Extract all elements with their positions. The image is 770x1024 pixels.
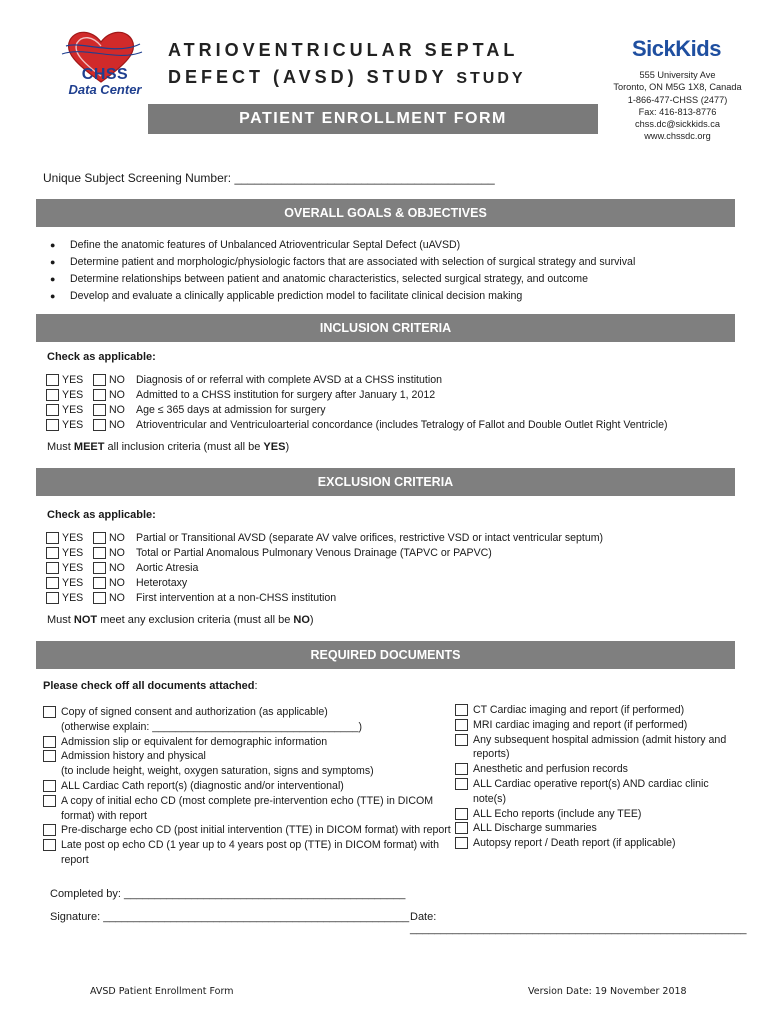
logo-chss-label: CHSS xyxy=(81,66,129,83)
no-label: NO xyxy=(109,591,125,604)
study-title-line2 xyxy=(168,67,598,88)
note-text: ) xyxy=(285,441,290,453)
form-title-bar xyxy=(148,104,598,134)
documents-title: REQUIRED DOCUMENTS xyxy=(310,648,461,662)
document-item xyxy=(455,762,730,777)
document-text xyxy=(473,703,684,718)
document-text xyxy=(473,821,597,836)
document-checkbox[interactable] xyxy=(43,795,56,807)
footer-form-name: AVSD Patient Enrollment Form xyxy=(90,986,234,997)
document-item xyxy=(43,749,453,779)
document-text xyxy=(61,838,439,868)
form-title: PATIENT ENROLLMENT FORM xyxy=(239,110,507,127)
criterion-text: Age ≤ 365 days at admission for surgery xyxy=(136,403,326,416)
exclusion-title: EXCLUSION CRITERIA xyxy=(317,475,454,489)
goal-text: Determine patient and morphologic/physiologic factors that are associated with selection of surgical strategy and survival xyxy=(70,255,636,268)
phone-line: 1-866-477-CHSS (2477) xyxy=(627,94,728,105)
yes-checkbox[interactable] xyxy=(46,592,59,604)
yes-checkbox[interactable] xyxy=(46,389,59,401)
document-checkbox[interactable] xyxy=(43,839,56,851)
document-checkbox[interactable] xyxy=(43,750,56,762)
no-checkbox[interactable] xyxy=(93,374,106,386)
document-item xyxy=(43,705,453,735)
no-label: NO xyxy=(109,403,125,416)
document-text xyxy=(61,705,362,735)
no-label: NO xyxy=(109,418,125,431)
yes-checkbox[interactable] xyxy=(46,577,59,589)
inclusion-row xyxy=(46,417,736,432)
no-label: NO xyxy=(109,576,125,589)
chss-data-center-logo-text xyxy=(62,66,148,97)
no-checkbox[interactable] xyxy=(93,592,106,604)
document-item xyxy=(455,777,730,807)
inclusion-criteria-list xyxy=(46,373,736,432)
bullet-icon: ● xyxy=(50,290,56,301)
instruction-colon: : xyxy=(254,680,258,692)
goal-item xyxy=(48,270,728,287)
note-emphasis: YES xyxy=(263,441,286,453)
no-label: NO xyxy=(109,389,125,402)
document-checkbox[interactable] xyxy=(43,780,56,792)
document-line: ALL Cardiac Cath report(s) (diagnostic and/or interventional) xyxy=(61,779,344,792)
document-line: CT Cardiac imaging and report (if performed) xyxy=(473,704,685,716)
yes-checkbox[interactable] xyxy=(46,532,59,544)
document-line: reports) xyxy=(473,748,510,761)
goal-item xyxy=(48,236,728,253)
document-line: Admission slip or equivalent for demographic information xyxy=(61,735,328,748)
yes-checkbox[interactable] xyxy=(46,562,59,574)
yes-checkbox[interactable] xyxy=(46,419,59,431)
inclusion-check-label: Check as applicable: xyxy=(47,351,156,363)
logo-data-center-label: Data Center xyxy=(68,82,142,97)
yes-label: YES xyxy=(62,532,84,545)
document-text xyxy=(473,807,641,822)
goal-text: Develop and evaluate a clinically applicable prediction model to facilitate clinical decision making xyxy=(70,289,523,302)
goal-item xyxy=(48,253,728,270)
documents-section-bar xyxy=(36,641,735,669)
date-field[interactable]: Date: _______________________________________________________ xyxy=(410,911,747,935)
document-checkbox[interactable] xyxy=(455,734,468,746)
yes-label: YES xyxy=(62,576,84,589)
document-checkbox[interactable] xyxy=(455,822,468,834)
no-checkbox[interactable] xyxy=(93,532,106,544)
goals-title: OVERALL GOALS & OBJECTIVES xyxy=(284,206,487,220)
document-line: A copy of initial echo CD (most complete pre-intervention echo (TTE) in DICOM xyxy=(61,794,434,807)
note-emphasis: NO xyxy=(293,614,310,626)
contact-address xyxy=(610,69,745,143)
document-text xyxy=(61,823,451,838)
yes-checkbox[interactable] xyxy=(46,547,59,559)
inclusion-row xyxy=(46,388,736,403)
yes-label: YES xyxy=(62,403,84,416)
criterion-text: Heterotaxy xyxy=(136,576,188,589)
study-title-line1: ATRIOVENTRICULAR SEPTAL xyxy=(168,40,519,60)
document-item xyxy=(43,735,453,750)
exclusion-row xyxy=(46,575,736,590)
yes-label: YES xyxy=(62,561,84,574)
note-text: Must xyxy=(47,614,74,626)
completed-by-field[interactable]: Completed by: ______________________________________________ xyxy=(50,888,406,900)
no-checkbox[interactable] xyxy=(93,419,106,431)
exclusion-row xyxy=(46,531,736,546)
screening-number-field[interactable]: Unique Subject Screening Number: _______________________________________ xyxy=(43,171,495,185)
fax-line: Fax: 416-813-8776 xyxy=(638,106,717,117)
exclusion-criteria-list xyxy=(46,531,736,605)
yes-label: YES xyxy=(62,418,84,431)
inclusion-section-bar xyxy=(36,314,735,342)
no-checkbox[interactable] xyxy=(93,389,106,401)
document-item xyxy=(43,779,453,794)
document-line: ALL Echo reports (include any TEE) xyxy=(473,807,642,820)
bullet-icon: ● xyxy=(50,256,56,267)
note-text: ) xyxy=(309,614,314,626)
document-checkbox[interactable] xyxy=(455,808,468,820)
document-line: ALL Discharge summaries xyxy=(473,822,597,835)
document-text xyxy=(473,718,687,733)
document-checkbox[interactable] xyxy=(455,837,468,849)
document-line: note(s) xyxy=(473,792,506,805)
document-line: Anesthetic and perfusion records xyxy=(473,763,628,776)
criterion-text: Admitted to a CHSS institution for surgery after January 1, 2012 xyxy=(136,389,436,402)
documents-right-column xyxy=(455,703,730,851)
yes-label: YES xyxy=(62,591,84,604)
document-item xyxy=(43,823,453,838)
note-text: all inclusion criteria (must all be xyxy=(104,441,264,453)
document-line: report xyxy=(61,853,89,866)
email-line: chss.dc@sickkids.ca xyxy=(635,119,720,130)
exclusion-row xyxy=(46,546,736,561)
document-checkbox[interactable] xyxy=(455,719,468,731)
inclusion-requirement-note xyxy=(47,441,289,453)
documents-instruction xyxy=(43,680,258,692)
criterion-text: Partial or Transitional AVSD (separate AV valve orifices, restrictive VSD or intact ventricular septum) xyxy=(136,532,604,545)
document-checkbox[interactable] xyxy=(455,763,468,775)
document-line: MRI cardiac imaging and report (if performed) xyxy=(473,718,688,731)
yes-label: YES xyxy=(62,547,84,560)
document-text xyxy=(473,733,726,763)
document-line: Pre-discharge echo CD (post initial intervention (TTE) in DICOM format) with report xyxy=(61,824,451,837)
inclusion-title: INCLUSION CRITERIA xyxy=(319,321,452,335)
documents-left-column xyxy=(43,705,453,868)
document-checkbox[interactable] xyxy=(455,704,468,716)
note-emphasis: NOT xyxy=(73,614,98,626)
no-label: NO xyxy=(109,374,125,387)
no-checkbox[interactable] xyxy=(93,404,106,416)
address-line: Toronto, ON M5G 1X8, Canada xyxy=(613,82,742,93)
document-line: ALL Cardiac operative report(s) AND cardiac clinic xyxy=(473,777,709,790)
bullet-icon: ● xyxy=(50,239,56,250)
inclusion-row xyxy=(46,403,736,418)
goal-item xyxy=(48,287,728,304)
inclusion-row xyxy=(46,373,736,388)
signature-field[interactable]: Signature: __________________________________________________ xyxy=(50,911,410,923)
goal-text: Define the anatomic features of Unbalanced Atrioventricular Septal Defect (uAVSD) xyxy=(70,238,461,251)
document-item xyxy=(455,718,730,733)
footer-version-date: Version Date: 19 November 2018 xyxy=(528,986,687,997)
no-label: NO xyxy=(109,547,125,560)
document-line: Admission history and physical xyxy=(61,750,206,763)
note-text: Must xyxy=(47,441,74,453)
criterion-text: First intervention at a non-CHSS institution xyxy=(136,591,337,604)
note-text: meet any exclusion criteria (must all be xyxy=(97,614,294,626)
document-line: (to include height, weight, oxygen saturation, signs and symptoms) xyxy=(61,765,374,778)
criterion-text: Diagnosis of or referral with complete AVSD at a CHSS institution xyxy=(136,374,442,387)
document-line: Any subsequent hospital admission (admit history and xyxy=(473,733,727,746)
document-text xyxy=(473,762,628,777)
yes-checkbox[interactable] xyxy=(46,404,59,416)
yes-label: YES xyxy=(62,389,84,402)
no-checkbox[interactable] xyxy=(93,577,106,589)
address-line: 555 University Ave xyxy=(639,70,716,80)
document-text xyxy=(473,777,709,807)
study-title-line2-extra: STUDY xyxy=(456,70,526,87)
bullet-icon: ● xyxy=(50,273,56,284)
note-emphasis: MEET xyxy=(73,441,105,453)
exclusion-requirement-note xyxy=(47,614,314,626)
no-checkbox[interactable] xyxy=(93,547,106,559)
goal-text: Determine relationships between patient and anatomic characteristics, selected surgical strategy, and outcome xyxy=(70,272,588,285)
exclusion-row xyxy=(46,590,736,605)
document-line: Late post op echo CD (1 year up to 4 years post op (TTE) in DICOM format) with xyxy=(61,839,439,852)
document-line: Autopsy report / Death report (if applicable) xyxy=(473,837,676,850)
website-line: www.chssdc.org xyxy=(644,131,711,142)
document-line: Copy of signed consent and authorization (as applicable) xyxy=(61,706,328,718)
document-item xyxy=(455,733,730,763)
document-text xyxy=(61,794,433,824)
document-text xyxy=(61,749,374,779)
document-item xyxy=(455,836,730,851)
document-checkbox[interactable] xyxy=(43,736,56,748)
criterion-text: Atrioventricular and Ventriculoarterial concordance (includes Tetralogy of Fallot and Double Outlet Right Ventricle) xyxy=(136,418,668,431)
goals-list xyxy=(48,236,728,304)
exclusion-check-label: Check as applicable: xyxy=(47,509,156,521)
study-title-line2-main: DEFECT (AVSD) STUDY xyxy=(168,67,448,87)
instruction-text: Please check off all documents attached xyxy=(43,680,255,692)
document-line: format) with report xyxy=(61,809,147,822)
no-label: NO xyxy=(109,561,125,574)
goals-section-bar xyxy=(36,199,735,227)
document-text xyxy=(473,836,676,851)
exclusion-row xyxy=(46,561,736,576)
document-checkbox[interactable] xyxy=(43,706,56,718)
document-item xyxy=(455,807,730,822)
sickkids-logo: SickKids xyxy=(632,36,721,61)
document-item xyxy=(43,794,453,824)
yes-label: YES xyxy=(62,374,84,387)
document-text xyxy=(61,735,327,750)
yes-checkbox[interactable] xyxy=(46,374,59,386)
document-checkbox[interactable] xyxy=(43,824,56,836)
criterion-text: Aortic Atresia xyxy=(136,561,199,574)
document-text xyxy=(61,779,344,794)
document-item xyxy=(455,821,730,836)
no-checkbox[interactable] xyxy=(93,562,106,574)
document-line: (otherwise explain: ___________________________________) xyxy=(61,720,363,733)
exclusion-section-bar xyxy=(36,468,735,496)
no-label: NO xyxy=(109,532,125,545)
criterion-text: Total or Partial Anomalous Pulmonary Venous Drainage (TAPVC or PAPVC) xyxy=(136,547,492,560)
document-checkbox[interactable] xyxy=(455,778,468,790)
document-item xyxy=(43,838,453,868)
document-item xyxy=(455,703,730,718)
